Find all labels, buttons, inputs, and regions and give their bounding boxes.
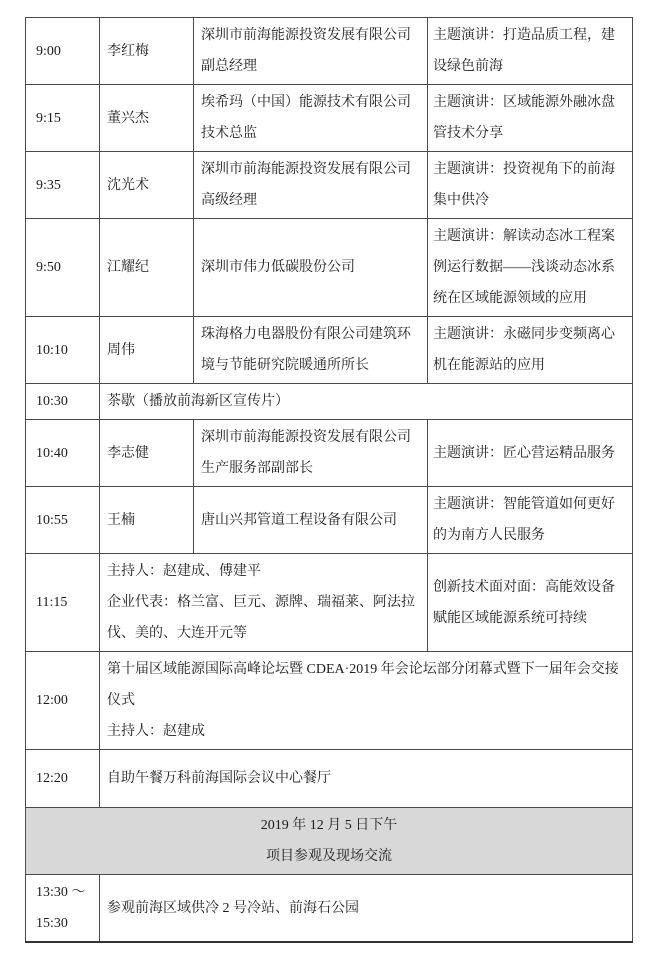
panel-representatives: 企业代表：格兰富、巨元、源牌、瑞福莱、阿法拉伐、美的、大连开元等 <box>107 595 415 641</box>
organization: 深圳市前海能源投资发展有限公司生产服务部副部长 <box>194 420 428 487</box>
organization: 深圳市前海能源投资发展有限公司副总经理 <box>194 18 428 85</box>
speaker-name: 江耀纪 <box>100 219 194 317</box>
schedule-row <box>26 487 633 554</box>
topic-cell: 主题演讲：区域能源外融冰盘管技术分享 <box>428 85 633 152</box>
time-cell: 10:10 <box>26 317 100 384</box>
schedule-row-lunch <box>26 750 633 808</box>
closing-host: 主持人：赵建成 <box>107 724 205 739</box>
banner-date: 2019 年 12 月 5 日下午 <box>260 818 398 833</box>
time-cell: 12:20 <box>26 750 100 808</box>
panel-host: 主持人：赵建成、傅建平 <box>107 564 261 579</box>
schedule-row <box>26 317 633 384</box>
banner-caption: 项目参观及现场交流 <box>266 849 392 864</box>
time-cell: 10:55 <box>26 487 100 554</box>
agenda-table <box>25 17 633 943</box>
speaker-name: 周伟 <box>100 317 194 384</box>
organization: 唐山兴邦管道工程设备有限公司 <box>194 487 428 554</box>
schedule-row <box>26 18 633 85</box>
topic-cell: 创新技术面对面：高能效设备赋能区域能源系统可持续 <box>428 554 633 652</box>
topic-cell: 主题演讲：智能管道如何更好的为南方人民服务 <box>428 487 633 554</box>
time-cell: 10:30 <box>26 384 100 420</box>
time-cell: 11:15 <box>26 554 100 652</box>
time-end: 15:30 <box>36 916 68 931</box>
schedule-row <box>26 420 633 487</box>
time-start: 13:30 ～ <box>36 885 86 900</box>
topic-cell: 主题演讲：解读动态冰工程案例运行数据——浅谈动态冰系统在区域能源领域的应用 <box>428 219 633 317</box>
organization: 深圳市前海能源投资发展有限公司高级经理 <box>194 152 428 219</box>
panel-cell <box>100 554 428 652</box>
topic-cell: 主题演讲：永磁同步变频离心机在能源站的应用 <box>428 317 633 384</box>
schedule-row-visit <box>26 875 633 943</box>
schedule-row-panel <box>26 554 633 652</box>
time-cell: 12:00 <box>26 652 100 750</box>
time-cell: 9:50 <box>26 219 100 317</box>
closing-title: 第十届区域能源国际高峰论坛暨 CDEA·2019 年会论坛部分闭幕式暨下一届年会交接仪式 <box>107 662 619 708</box>
time-cell: 9:00 <box>26 18 100 85</box>
topic-cell: 主题演讲：投资视角下的前海集中供冷 <box>428 152 633 219</box>
schedule-row <box>26 152 633 219</box>
organization: 埃希玛（中国）能源技术有限公司技术总监 <box>194 85 428 152</box>
time-cell: 9:35 <box>26 152 100 219</box>
speaker-name: 王楠 <box>100 487 194 554</box>
speaker-name: 沈光术 <box>100 152 194 219</box>
activity-cell: 参观前海区域供冷 2 号冷站、前海石公园 <box>100 875 633 943</box>
schedule-row-closing <box>26 652 633 750</box>
time-cell: 9:15 <box>26 85 100 152</box>
banner-cell <box>26 808 633 875</box>
speaker-name: 董兴杰 <box>100 85 194 152</box>
organization: 深圳市伟力低碳股份公司 <box>194 219 428 317</box>
schedule-row-break <box>26 384 633 420</box>
topic-cell: 主题演讲：匠心营运精品服务 <box>428 420 633 487</box>
time-range-cell <box>26 875 100 943</box>
schedule-row <box>26 85 633 152</box>
speaker-name: 李志健 <box>100 420 194 487</box>
activity-cell: 自助午餐万科前海国际会议中心餐厅 <box>100 750 633 808</box>
topic-cell: 主题演讲：打造品质工程，建设绿色前海 <box>428 18 633 85</box>
schedule-row <box>26 219 633 317</box>
organization: 珠海格力电器股份有限公司建筑环境与节能研究院暖通所所长 <box>194 317 428 384</box>
section-banner <box>26 808 633 875</box>
activity-cell <box>100 652 633 750</box>
activity-cell: 茶歇（播放前海新区宣传片） <box>100 384 633 420</box>
time-cell: 10:40 <box>26 420 100 487</box>
speaker-name: 李红梅 <box>100 18 194 85</box>
